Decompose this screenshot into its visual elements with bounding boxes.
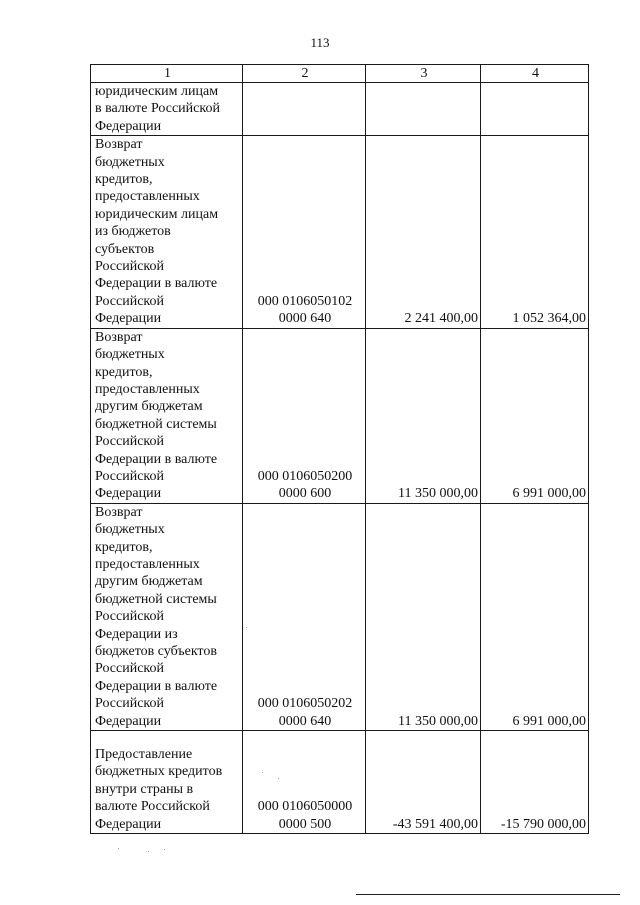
scan-speck (118, 848, 119, 849)
row-name-cell: Возврат бюджетных кредитов, предоставленных юридическим лицам из бюджетов субъектов Российской Федерации в валюте Российской Федерации (91, 136, 243, 328)
table-row (91, 328, 589, 503)
bottom-rule (356, 894, 620, 895)
table-row (91, 83, 589, 136)
column-numbers-row (91, 65, 589, 83)
column-number-4: 4 (481, 65, 589, 83)
scan-speck (278, 778, 279, 779)
column-number-3: 3 (366, 65, 481, 83)
row-value-col3: 11 350 000,00 (366, 503, 481, 730)
row-code-cell: 000 0106050000 0000 500 (243, 731, 366, 834)
row-value-col4: 1 052 364,00 (481, 136, 589, 328)
row-name-cell: Предоставление бюджетных кредитов внутри страны в валюте Российской Федерации (91, 731, 243, 834)
scan-speck (148, 851, 149, 852)
page-number: 113 (310, 35, 330, 50)
column-number-1: 1 (91, 65, 243, 83)
row-code-cell: 000 0106050200 0000 600 (243, 328, 366, 503)
row-name-cell: Возврат бюджетных кредитов, предоставленных другим бюджетам бюджетной системы Российской Федерации из бюджетов субъектов Российской Федерации в валюте Российской Федерации (91, 503, 243, 730)
budget-sources-table (90, 64, 589, 834)
row-name-cell: юридическим лицам в валюте Российской Федерации (91, 83, 243, 136)
row-value-col4: 6 991 000,00 (481, 503, 589, 730)
scan-speck (262, 772, 263, 773)
row-value-col3: -43 591 400,00 (366, 731, 481, 834)
row-value-col4 (481, 83, 589, 136)
row-value-col3: 11 350 000,00 (366, 328, 481, 503)
row-value-col4: 6 991 000,00 (481, 328, 589, 503)
row-name-cell: Возврат бюджетных кредитов, предоставленных другим бюджетам бюджетной системы Российской Федерации в валюте Российской Федерации (91, 328, 243, 503)
column-number-2: 2 (243, 65, 366, 83)
scan-speck (164, 849, 165, 850)
scan-speck (246, 627, 247, 628)
row-code-cell: 000 0106050202 0000 640 (243, 503, 366, 730)
row-code-cell (243, 83, 366, 136)
table-row (91, 503, 589, 730)
row-value-col3 (366, 83, 481, 136)
row-value-col3: 2 241 400,00 (366, 136, 481, 328)
row-code-cell: 000 0106050102 0000 640 (243, 136, 366, 328)
table-row (91, 136, 589, 328)
row-value-col4: -15 790 000,00 (481, 731, 589, 834)
table-row (91, 731, 589, 834)
